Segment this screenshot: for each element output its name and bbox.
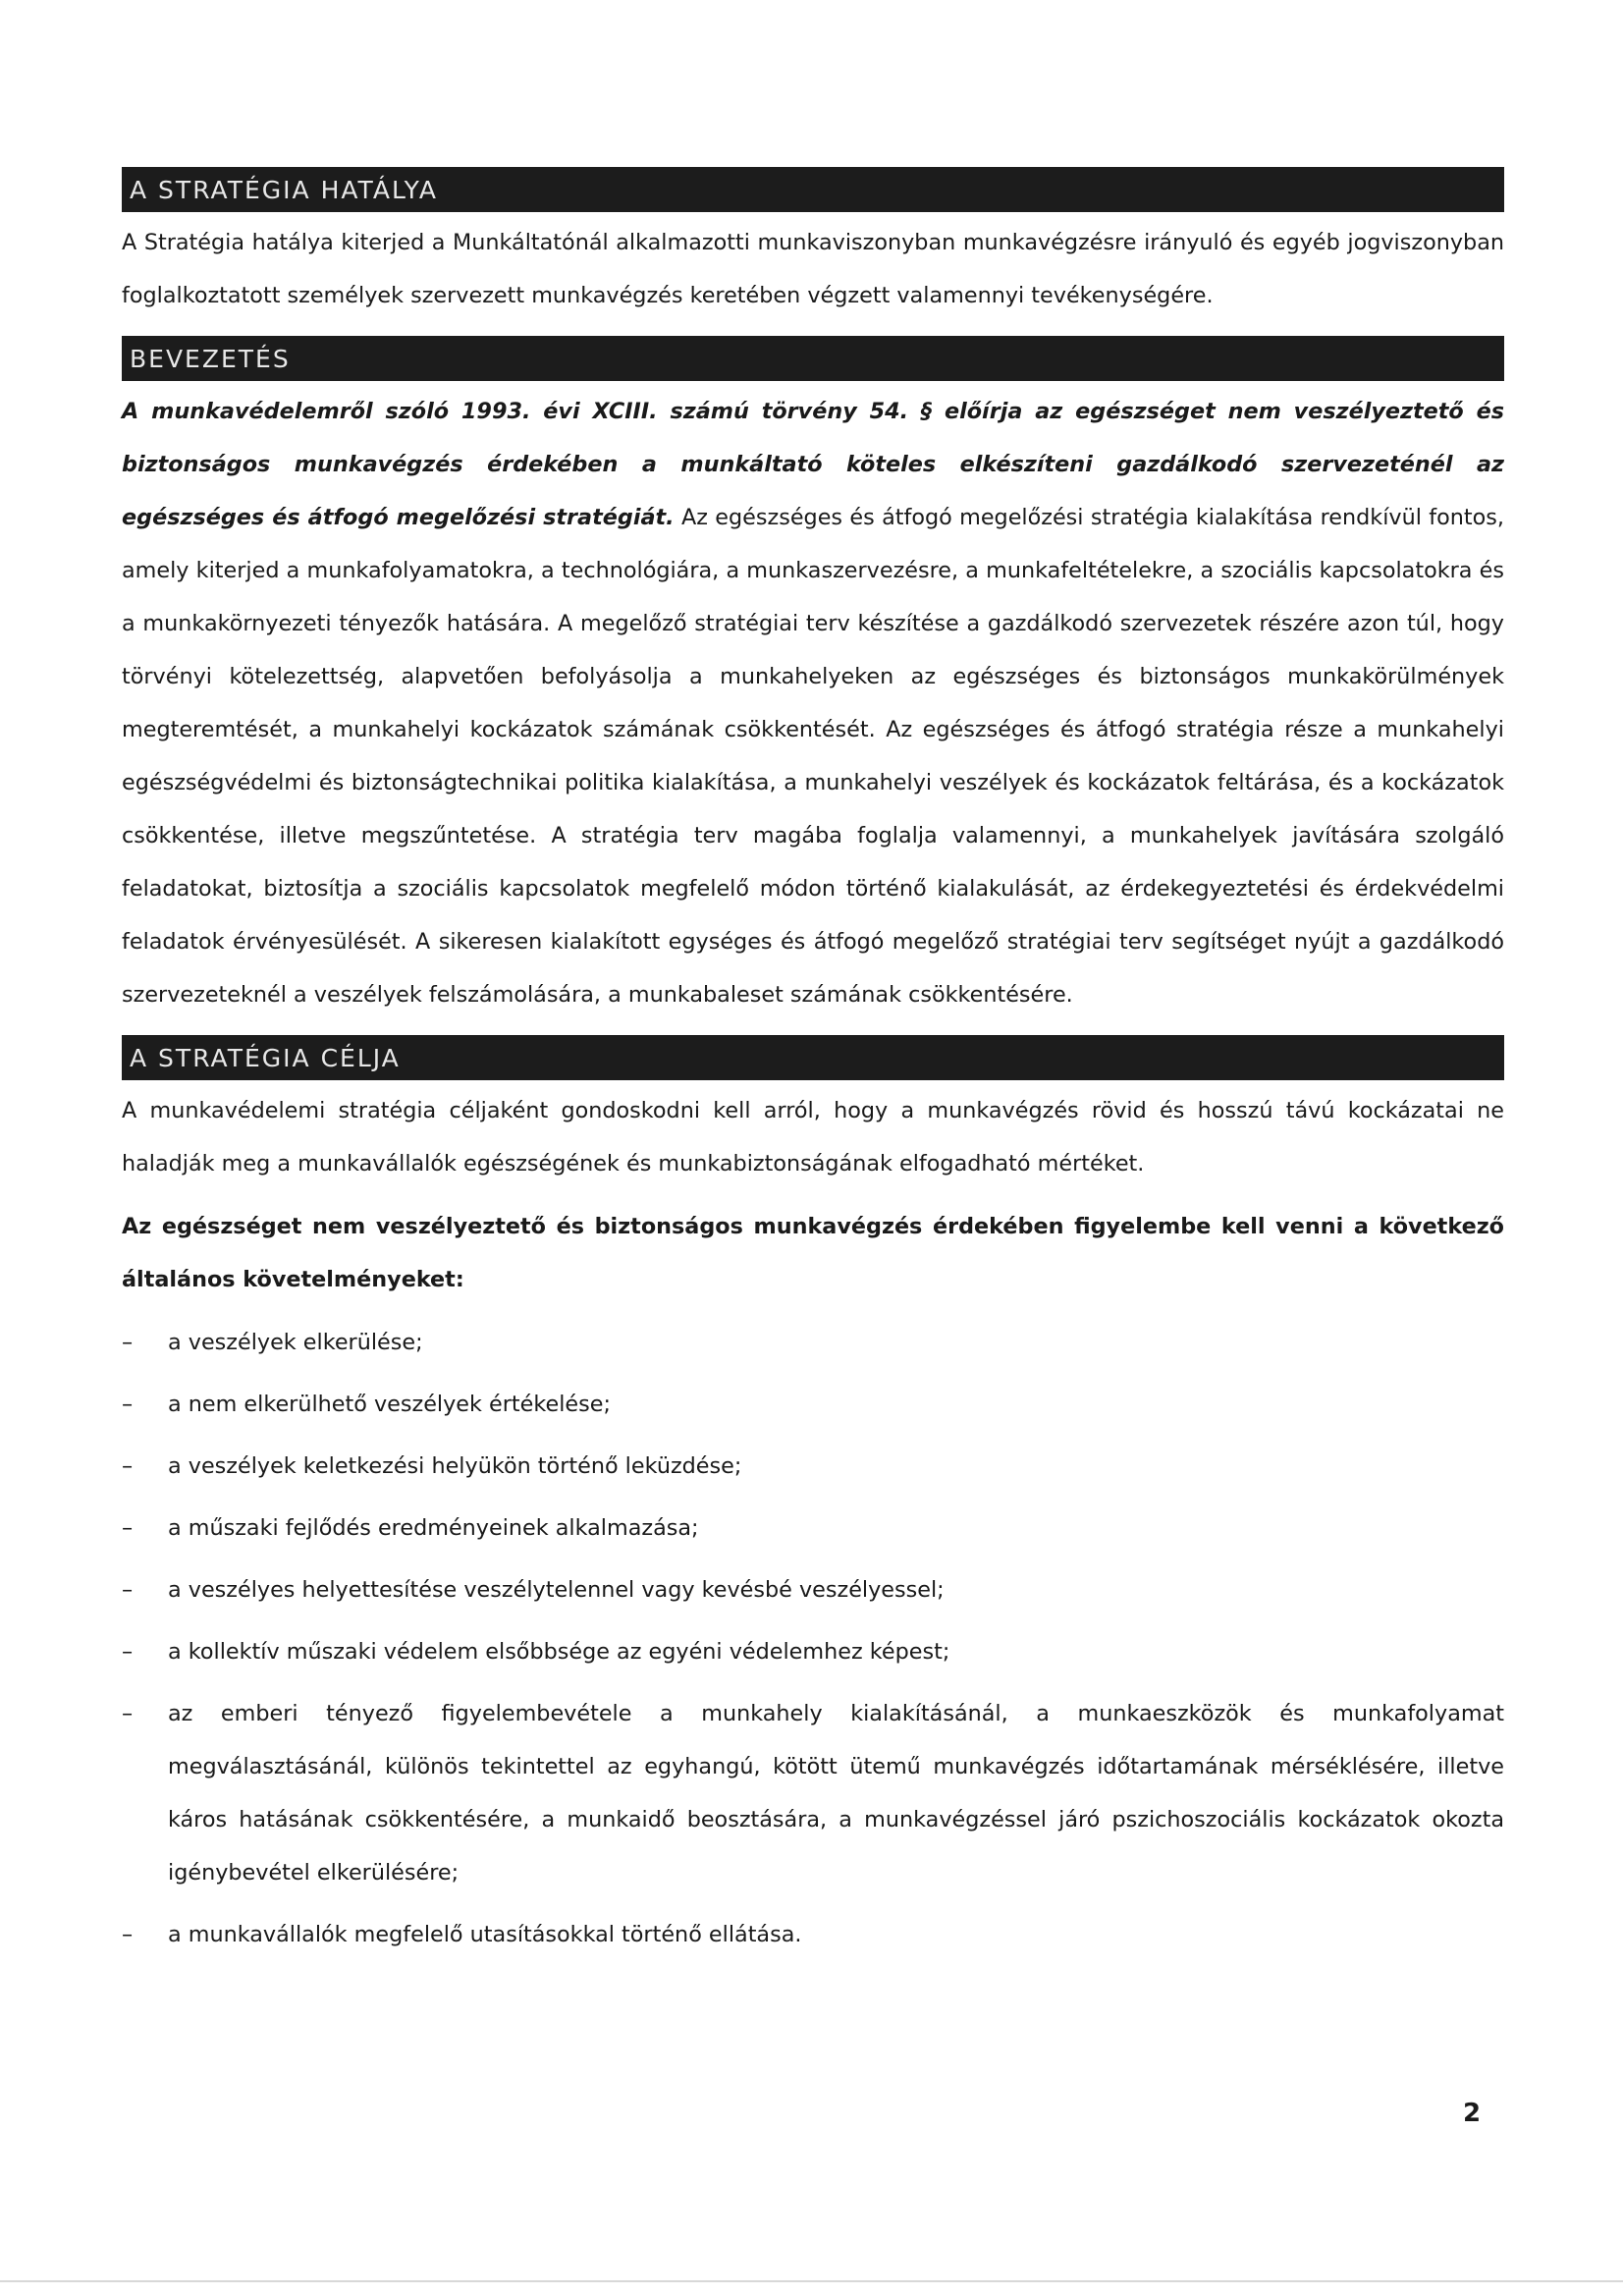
goal-paragraph: A munkavédelemi stratégia céljaként gondoskodni kell arról, hogy a munkavégzés rövid és hosszú távú kockázatai ne haladják meg a munkavállalók egészségének és munkabiztonságának elfogadható mértéket. [122,1098,1504,1176]
list-item: – a veszélyek keletkezési helyükön történő leküzdése; [122,1440,1504,1493]
dash-bullet: – [122,1330,134,1355]
dash-bullet: – [122,1922,134,1947]
section-header-scope: A STRATÉGIA HATÁLYA [122,167,1504,212]
list-item: – a műszaki fejlődés eredményeinek alkalmazása; [122,1502,1504,1555]
list-item: – a munkavállalók megfelelő utasításokkal történő ellátása. [122,1908,1504,1961]
section-header-intro: BEVEZETÉS [122,336,1504,381]
dash-bullet: – [122,1639,134,1665]
list-item: – a kollektív műszaki védelem elsőbbsége az egyéni védelemhez képest; [122,1625,1504,1678]
page-number: 2 [1463,2099,1482,2128]
dash-bullet: – [122,1515,134,1541]
intro-body-text: Az egészséges és átfogó megelőzési stratégia kialakítása rendkívül fontos, amely kiterjed a munkafolyamatokra, a technológiára, a munkaszervezésre, a munkafeltételekre, a szociális kapcsolatokra és a munkakörnyezeti tényezők hatására. A megelőző stratégiai terv készítése a gazdálkodó szervezetek részére azon túl, hogy törvényi kötelezettség, alapvetően befolyásolja a munkahelyeken az egészséges és biztonságos munkakörülmények megteremtését, a munkahelyi kockázatok számának csökkentését. Az egészséges és átfogó stratégia része a munkahelyi egészségvédelmi és biztonságtechnikai politika kialakítása, a munkahelyi veszélyek és kockázatok feltárása, és a kockázatok csökkentése, illetve megszűntetése. A stratégia terv magába foglalja valamennyi, a munkahelyek javítására szolgáló feladatokat, biztosítja a szociális kapcsolatok megfelelő módon történő kialakulását, az érdekegyeztetési és érdekvédelmi feladatok érvényesülését. A sikeresen kialakított egységes és átfogó megelőző stratégiai terv segítséget nyújt a gazdálkodó szervezeteknél a veszélyek felszámolására, a munkabaleset számának csökkentésére. [122,505,1504,1008]
section-header-goal: A STRATÉGIA CÉLJA [122,1035,1504,1080]
scan-edge-divider [0,2280,1623,2282]
dash-bullet: – [122,1453,134,1479]
list-item: – az emberi tényező figyelembevétele a munkahely kialakításánál, a munkaeszközök és munkafolyamat megválasztásánál, különös tekintettel az egyhangú, kötött ütemű munkavégzés időtartamának mérséklésére, illetve káros hatásának csökkentésére, a munkaidő beosztására, a munkavégzéssel járó pszichoszociális kockázatok okozta igénybevétel elkerülésére; [122,1687,1504,1899]
list-item: – a veszélyes helyettesítése veszélytelennel vagy kevésbé veszélyessel; [122,1563,1504,1616]
list-item: – a nem elkerülhető veszélyek értékelése; [122,1378,1504,1431]
requirements-list [122,1316,1504,1961]
scope-paragraph: A Stratégia hatálya kiterjed a Munkáltatónál alkalmazotti munkaviszonyban munkavégzésre irányuló és egyéb jogviszonyban foglalkoztatott személyek szervezett munkavégzés keretében végzett valamennyi tevékenységére. [122,230,1504,308]
document-page [122,167,1504,1970]
intro-legal-reference: A munkavédelemről szóló 1993. évi XCIII. számú törvény 54. § előírja az egészséget nem veszélyeztető és biztonságos munkavégzés érdekében a munkáltató köteles elkészíteni gazdálkodó szervezeténél az egészséges és átfogó megelőzési stratégiát. [122,399,1504,530]
intro-paragraph [122,385,1504,1021]
dash-bullet: – [122,1392,134,1417]
list-item: – a veszélyek elkerülése; [122,1316,1504,1369]
dash-bullet: – [122,1701,134,1726]
requirements-intro: Az egészséget nem veszélyeztető és biztonságos munkavégzés érdekében figyelembe kell venni a következő általános követelményeket: [122,1214,1504,1292]
dash-bullet: – [122,1577,134,1603]
